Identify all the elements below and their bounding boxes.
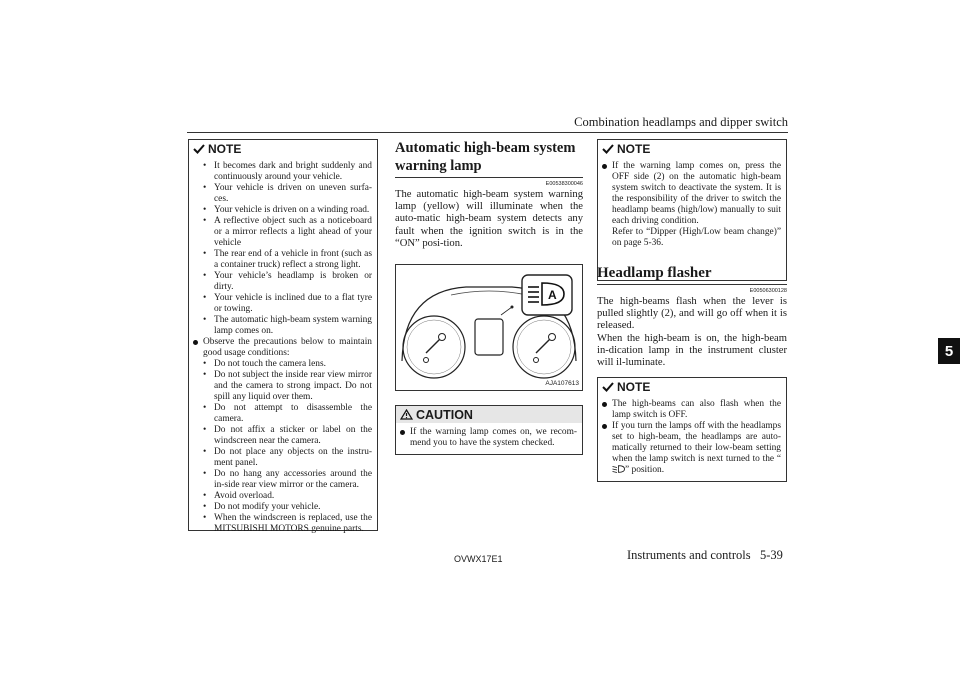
note-item-text: If the warning lamp comes on, press the OFF side (2) on the automatic high-beam system switch to deactivate the system. It is the responsibility of the driver to switch the headlamp beams (high/low) manually to suit each driving condition. [612,161,781,226]
note-check-icon [602,382,614,392]
section-body: When the high-beam is on, the high-beam in-dication lamp in the instrument cluster will il-luminate. [597,332,787,369]
list-item: • Do not subject the inside rear view mirror and the camera to strong impact. Do not spill any liquid over them. [192,370,372,403]
note-item [601,161,781,249]
section-code: E00506300128 [749,288,787,294]
right-note-header [598,378,786,395]
right-note-header [598,140,786,157]
list-item: • Do not modify your vehicle. [192,502,372,513]
caution-box [395,405,583,455]
section-body: The automatic high-beam system warning lamp (yellow) will illuminate when the auto-matic high-beam system detects any fault when the ignition switch is in the “ON” posi-tion. [395,189,583,249]
note-item-tail: ” position. [625,465,665,475]
section-title-line: Automatic high-beam system [395,140,576,156]
list-item: • Do not place any objects on the instru-ment panel. [192,447,372,469]
right-note-box [597,139,787,281]
section-rule [597,284,787,285]
list-item: • When the windscreen is replaced, use the MITSUBISHI MOTORS genuine parts. [192,513,372,535]
list-item: • The rear end of a vehicle in front (such as a container truck) reflect a strong light. [192,249,372,271]
middle-column [395,139,583,455]
note-check-icon [193,144,205,154]
section-rule [395,177,583,178]
caution-header [396,406,582,423]
headlamp-flasher-section [597,264,787,369]
list-item: • Your vehicle is driven on uneven surfa-ces. [192,183,372,205]
chapter-tab: 5 [938,338,960,364]
figure-label: AJA107613 [545,380,579,388]
section-body: The high-beams flash when the lever is pulled slightly (2), and will go off when it is released. [597,296,787,332]
caution-text: If the warning lamp comes on, we recom-mend you to have the system checked. [399,427,577,449]
left-note-box [188,139,378,534]
list-item: • The automatic high-beam system warning lamp comes on. [192,315,372,337]
warning-triangle-icon [400,409,413,420]
observe-bullet-list [192,359,372,535]
publication-code: OVWX17E1 [454,554,503,564]
left-note-header [189,140,377,157]
note-label: NOTE [617,141,651,156]
note-check-icon [602,144,614,154]
list-item: • Do not touch the camera lens. [192,359,372,370]
svg-text:A: A [548,288,557,303]
list-item: • Your vehicle is driven on a winding road. [192,205,372,216]
list-item: • Do no hang any accessories around the in-side rear view mirror or the camera. [192,469,372,491]
list-item: • Your vehicle’s headlamp is broken or dirty. [192,271,372,293]
section-title: Headlamp flasher [597,265,712,281]
list-item: • It becomes dark and bright suddenly and continuously around your vehicle. [192,161,372,183]
list-item: • Your vehicle is inclined due to a flat tyre or towing. [192,293,372,315]
note-label: NOTE [617,379,651,394]
note-item-text: If you turn the lamps off with the headlamps set to high-beam, the headlamps are auto-matically returned to their low-beam setting when the lamp switch is next turned to the [612,421,781,464]
page-number: 5-39 [760,548,783,562]
note-item: The high-beams can also flash when the lamp switch is OFF. [601,399,781,421]
footer-section: Instruments and controls [627,548,751,562]
section-title [395,139,583,175]
list-item: • A reflective object such as a noticeboard or a mirror reflects a light ahead of your vehicle [192,216,372,249]
list-item: • Do not attempt to disassemble the camera. [192,403,372,425]
instrument-cluster-figure [395,264,583,391]
note-bullet-list [192,161,372,337]
list-item: • Do not affix a sticker or label on the windscreen near the camera. [192,425,372,447]
header-rule [187,132,788,133]
list-item: • Avoid overload. [192,491,372,502]
page-reference-link[interactable]: Refer to “Dipper (High/Low beam change)” on page 5-36. [612,227,781,248]
note-item: If you turn the lamps off with the headlamps set to high-beam, the headlamps are auto-matically returned to their low-beam setting when the lamp switch is next turned to the “” position. [601,421,781,476]
section-title-line: warning lamp [395,158,482,174]
section-code: E00538300046 [545,181,583,187]
running-header: Combination headlamps and dipper switch [574,115,788,129]
note-label: NOTE [208,141,242,156]
right-note-box-2 [597,377,787,482]
instrument-cluster-illustration [396,265,582,390]
low-beam-symbol-icon [612,465,625,473]
caution-label: CAUTION [416,407,473,422]
observe-intro: Observe the precautions below to maintain good usage conditions: [192,337,372,359]
